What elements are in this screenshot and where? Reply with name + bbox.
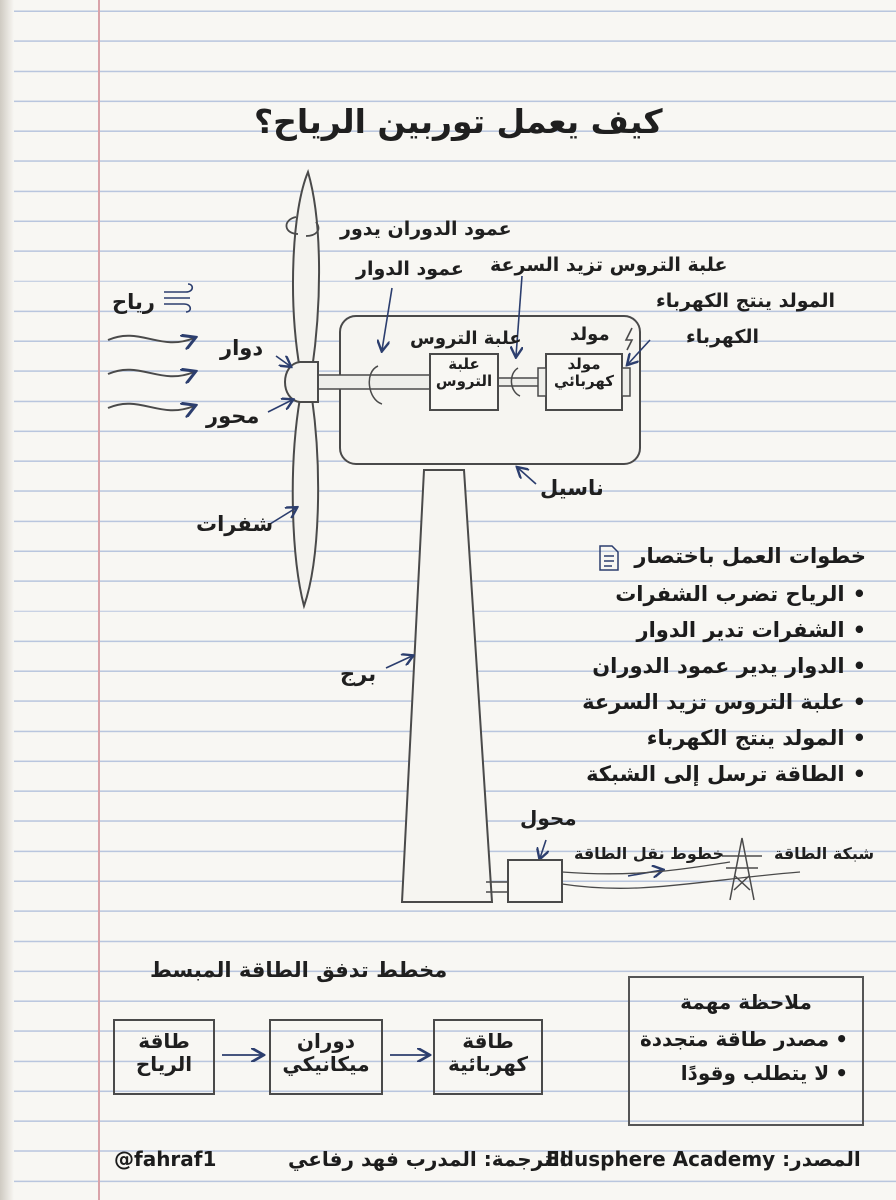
page-title: كيف يعمل توربين الرياح؟: [254, 102, 663, 141]
gearbox-box-label: علبة التروس: [435, 355, 493, 391]
tower-shape: [402, 470, 492, 902]
footer-handle: @fahraf1: [114, 1147, 217, 1171]
label-transmission-lines: خطوط نقل الطاقة: [574, 844, 724, 863]
label-nacelle: ناسيل: [540, 476, 604, 500]
step-item: • الشفرات تدير الدوار: [546, 612, 866, 648]
step-item: • الرياح تضرب الشفرات: [546, 576, 866, 612]
label-wind: رياح: [112, 290, 155, 314]
blade-bottom: [293, 398, 318, 606]
blade-top: [293, 172, 319, 370]
steps-list: [546, 576, 866, 792]
note-box: [628, 976, 864, 1126]
note-item: • مصدر طاقة متجددة: [630, 1022, 848, 1056]
note-item: • لا يتطلب وقودًا: [630, 1056, 848, 1090]
main-shaft: [318, 375, 432, 389]
flow-box-electric-label: طاقة كهربائية: [447, 1029, 529, 1076]
footer-source: المصدر: Edusphere Academy: [546, 1147, 861, 1171]
hub-shape: [285, 362, 318, 402]
power-pylon: [722, 838, 762, 900]
label-power-grid: شبكة الطاقة: [774, 844, 875, 863]
label-gearbox-speed: علبة التروس تزيد السرعة: [490, 254, 728, 276]
steps-heading: خطوات العمل باختصار: [634, 544, 866, 568]
steps-section: [546, 536, 866, 792]
power-lines: [562, 862, 800, 888]
label-shaft-rotates: عمود الدوران يدور: [340, 218, 512, 240]
generator-box-label: مولد كهربائي: [553, 355, 615, 391]
step-item: • علبة التروس تزيد السرعة: [546, 684, 866, 720]
step-item: • الدوار يدير عمود الدوران: [546, 648, 866, 684]
wind-icon: [164, 284, 192, 312]
footer-translation: الترجمة: المدرب فهد رفاعي: [288, 1147, 567, 1171]
transformer-box: [508, 860, 562, 902]
label-generator: مولد: [570, 324, 610, 345]
label-rotor-shaft: عمود الدوار: [356, 258, 464, 280]
label-transformer: محول: [520, 806, 577, 830]
step-item: • الطاقة ترسل إلى الشبكة: [546, 756, 866, 792]
flow-box-mechanical-label: دوران ميكانيكي: [282, 1029, 370, 1076]
step-item: • المولد ينتج الكهرباء: [546, 720, 866, 756]
label-gearbox: علبة التروس: [410, 328, 522, 349]
label-tower: برج: [340, 662, 377, 686]
note-heading: ملاحظة مهمة: [680, 990, 812, 1014]
flow-heading: مخطط تدفق الطاقة المبسط: [150, 958, 448, 982]
wind-arrows: [108, 336, 194, 411]
flow-box-wind-label: طاقة الرياح: [135, 1029, 193, 1076]
label-blades: شفرات: [196, 512, 274, 536]
label-hub: محور: [206, 404, 260, 428]
label-rotor: دوار: [220, 336, 264, 360]
note-list: [630, 1022, 848, 1090]
label-electricity: الكهرباء: [686, 326, 760, 348]
label-generator-makes: المولد ينتج الكهرباء: [656, 290, 836, 312]
